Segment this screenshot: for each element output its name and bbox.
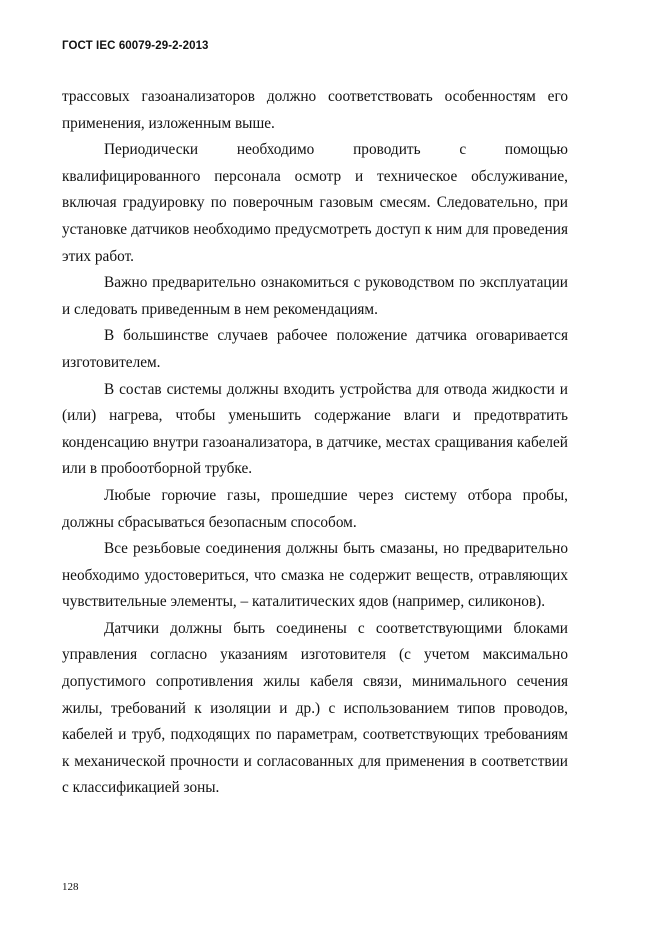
paragraph-gas-discharge: Любые горючие газы, прошедшие через систему отбора пробы, должны сбрасываться безопасным способом.: [62, 486, 568, 531]
paragraph-moisture-removal: В состав системы должны входить устройства для отвода жидкости и (или) нагрева, чтобы уменьшить содержание влаги и предотвратить конденсацию внутри газоанализатора, в датчике, местах сращивания кабелей или в пробоотборной трубке.: [62, 380, 568, 478]
paragraph-periodic-maintenance: Периодически необходимо проводить с помощью квалифицированного персонала осмотр и техническое обслуживание, включая градуировку по поверочным газовым смесям. Следовательно, при установке датчиков необходимо предусмотреть доступ к ним для проведения этих работ.: [62, 141, 568, 265]
page-number: 128: [62, 881, 79, 893]
document-header: ГОСТ IEC 60079-29-2-2013: [62, 40, 209, 52]
paragraph-sensor-connection: Датчики должны быть соединены с соответствующими блоками управления согласно указаниям изготовителя (с учетом максимально допустимого сопротивления жилы кабеля связи, минимального сечения жилы, требований к изоляции и др.) с использованием типов проводов, кабелей и труб, подходящих по параметрам, соответствующих требованиям к механической прочности и согласованных для применения в соответствии с классификацией зоны.: [62, 619, 568, 797]
paragraph-continuation: трассовых газоанализаторов должно соответствовать особенностям его применения, изложенным выше.: [62, 88, 568, 132]
paragraph-threaded-connections: Все резьбовые соединения должны быть смазаны, но предварительно необходимо удостовериться, что смазка не содержит веществ, отравляющих чувствительные элементы, – каталитических ядов (например, силиконов).: [62, 540, 568, 611]
document-body: [62, 84, 568, 802]
paragraph-sensor-position: В большинстве случаев рабочее положение датчика оговаривается изготовителем.: [62, 327, 568, 371]
paragraph-operation-manual: Важно предварительно ознакомиться с руководством по эксплуатации и следовать приведенным в нем рекомендациям.: [62, 274, 568, 318]
